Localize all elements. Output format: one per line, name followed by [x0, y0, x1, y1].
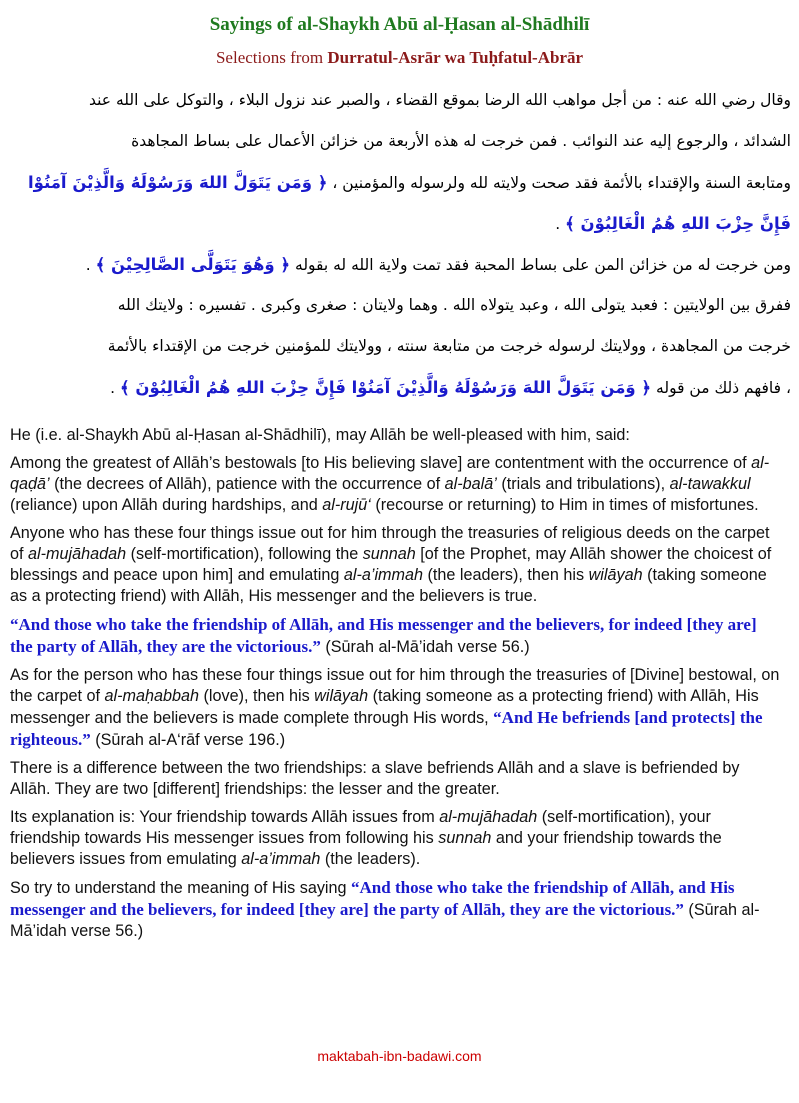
text-segment: Its explanation is: Your friendship towards Allāh issues from	[10, 808, 440, 826]
verse-reference: (Sūrah al-Mā’idah verse 56.)	[320, 638, 530, 656]
paragraph	[10, 614, 782, 658]
book-title: Durratul-Asrār wa Tuḥfatul-Abrār	[327, 48, 584, 67]
text-segment: (self-mortification), following the	[126, 545, 363, 563]
term: al-mujāhadah	[28, 545, 127, 563]
term: al-balā’	[444, 475, 497, 493]
text-segment: (the decrees of Allāh), patience with the occurrence of	[49, 475, 445, 493]
verse-reference: (Sūrah al-Mā’idah verse 56.)	[10, 901, 760, 940]
paragraph	[10, 877, 782, 942]
arabic-line	[8, 244, 791, 285]
text-segment: (the leaders).	[320, 850, 421, 868]
text-segment: Among the greatest of Allāh’s bestowals [to His believing slave] are contentment with the occurrence of	[10, 454, 752, 472]
arabic-quran-quote: ﴿ وَمَن يَتَوَلَّ اللهَ وَرَسُوْلَهُ وَالَّذِيْنَ آمَنُوْا	[27, 173, 328, 192]
text-segment: (taking someone as a protecting friend) with Allāh, His messenger and the believers is true.	[10, 566, 767, 605]
term: al-mujāhadah	[439, 808, 538, 826]
arabic-line: وقال رضي الله عنه : من أجل مواهب الله الرضا بموقع القضاء ، والصبر عند نزول البلاء ، والتوكل على الله عند	[88, 91, 791, 109]
quran-quote: “And those who take the friendship of Allāh, and His messenger and the believers, for indeed [they are] the party of Allāh, they are the victorious.”	[10, 878, 735, 919]
text-segment: (taking someone as a protecting friend) with Allāh, His messenger and the believers is made complete through His words,	[10, 687, 759, 727]
text-segment: (love), then his	[199, 687, 315, 705]
text-segment: (trials and tribulations),	[496, 475, 670, 493]
english-translation	[10, 425, 782, 949]
term: al-qaḍā’	[10, 454, 770, 493]
text-segment: [of the Prophet, may Allāh shower the choicest of blessings and peace upon him] and emulating	[10, 545, 772, 584]
term: sunnah	[362, 545, 416, 563]
arabic-line	[8, 367, 791, 408]
arabic-segment: .	[85, 256, 96, 274]
paragraph	[10, 523, 782, 607]
arabic-quran-quote: ﴿ وَهُوَ يَتَوَلَّى الصَّالِحِيْنَ ﴾	[95, 255, 291, 274]
paragraph: There is a difference between the two friendships: a slave befriends Allāh and a slave is befriended by Allāh. They are two [different] friendships: the lesser and the greater.	[10, 759, 740, 798]
quran-quote: “And those who take the friendship of Allāh, and His messenger and the believers, for indeed [they are] the party of Allāh, they are the victorious.”	[10, 615, 757, 656]
arabic-segment: .	[110, 379, 120, 397]
arabic-segment: ومتابعة السنة والإقتداء بالأئمة فقد صحت ولايته لله ولرسوله والمؤمنين ،	[327, 174, 791, 192]
page-subtitle	[0, 48, 799, 68]
page-title: Sayings of al-Shaykh Abū al-Ḥasan al-Shādhilī	[209, 14, 590, 35]
text-segment: Anyone who has these four things issue out for him through the treasuries of religious deeds on the carpet of	[10, 524, 770, 563]
term: al-a’immah	[241, 850, 321, 868]
term: al-rujū‘	[322, 496, 371, 514]
term: al-a’immah	[343, 566, 424, 584]
term: wilāyah	[588, 566, 643, 584]
footer-site-link[interactable]: maktabah-ibn-badawi.com	[317, 1048, 482, 1064]
text-segment: So try to understand the meaning of His saying	[10, 879, 352, 897]
arabic-line	[8, 203, 791, 244]
arabic-quran-quote: فَإِنَّ حِزْبَ اللهِ هُمُ الْغَالِبُوْنَ ﴾	[565, 214, 791, 233]
text-segment: (reliance) upon Allāh during hardships, and	[10, 496, 323, 514]
arabic-line	[8, 162, 791, 203]
arabic-line: ففرق بين الولايتين : فعبد يتولى الله ، وعبد يتولاه الله . وهما ولايتان : صغرى وكبرى . تفسيره : ولايتك الله	[117, 296, 791, 314]
arabic-line: الشدائد ، والرجوع إليه عند النوائب . فمن خرجت له هذه الأربعة من خزائن الأعمال على بساط المجاهدة	[131, 132, 791, 150]
text-segment: and your friendship towards the believers issues from emulating	[10, 829, 722, 868]
arabic-segment: ، فافهم ذلك من قوله	[651, 379, 791, 397]
paragraph: He (i.e. al-Shaykh Abū al-Ḥasan al-Shādhilī), may Allāh be well-pleased with him, said:	[10, 426, 630, 444]
arabic-segment: ومن خرجت له من خزائن المن على بساط المحبة فقد تمت ولاية الله له بقوله	[290, 256, 791, 274]
arabic-segment: .	[555, 215, 566, 233]
verse-reference: (Sūrah al-A‘rāf verse 196.)	[90, 731, 286, 749]
paragraph	[10, 453, 782, 516]
text-segment: As for the person who has these four things issue out for him through the treasuries of [Divine] bestowal, on the carpet of	[10, 666, 780, 705]
text-segment: (recourse or returning) to Him in times of misfortunes.	[370, 496, 759, 514]
term: al-tawakkul	[669, 475, 751, 493]
text-segment: (the leaders), then his	[423, 566, 589, 584]
subtitle-prefix: Selections from	[215, 48, 328, 67]
quran-quote: “And He befriends [and protects] the righteous.”	[10, 708, 763, 749]
term: wilāyah	[314, 687, 369, 705]
paragraph	[10, 665, 782, 751]
paragraph	[10, 807, 782, 870]
arabic-text	[8, 80, 791, 408]
term: sunnah	[438, 829, 492, 847]
term: al-maḥabbah	[104, 687, 199, 705]
arabic-quran-quote: ﴿ وَمَن يَتَوَلَّ اللهَ وَرَسُوْلَهُ وَالَّذِيْنَ آمَنُوْا فَإِنَّ حِزْبَ اللهِ هُمُ الْغَالِبُوْنَ ﴾	[120, 378, 652, 397]
arabic-line: خرجت من المجاهدة ، وولايتك لرسوله خرجت من متابعة سنته ، وولايتك للمؤمنين خرجت من الإقتداء بالأئمة	[107, 337, 791, 355]
text-segment: (self-mortification), your friendship towards His messenger issues from following his	[10, 808, 711, 847]
